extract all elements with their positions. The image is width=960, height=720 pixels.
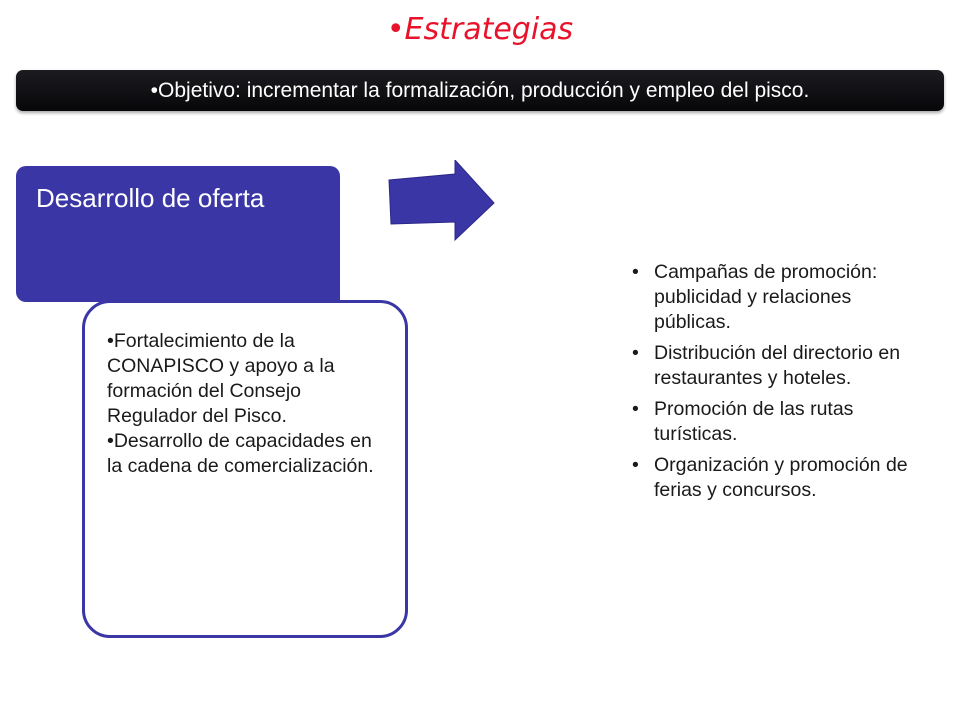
desarrollo-oferta-label: Desarrollo de oferta <box>36 183 265 213</box>
list-item <box>632 453 932 503</box>
bullet: • <box>632 398 639 420</box>
objective-banner: •Objetivo: incrementar la formalización, producción y empleo del pisco. <box>16 70 944 111</box>
right-arrow-icon <box>387 160 495 242</box>
slide-title: •Estrategias <box>386 12 574 47</box>
list-item-text: Campañas de promoción: publicidad y relaciones públicas. <box>654 261 878 333</box>
desarrollo-oferta-box <box>16 166 340 302</box>
list-item <box>632 397 932 447</box>
list-item-text: Promoción de las rutas turísticas. <box>654 398 854 445</box>
list-item <box>632 260 932 335</box>
detail-item: •Desarrollo de capacidades en la cadena de comercialización. <box>107 430 374 477</box>
bullet: • <box>632 261 639 283</box>
promotion-list <box>632 260 932 509</box>
detail-item: •Fortalecimiento de la CONAPISCO y apoyo a la formación del Consejo Regulador del Pisco. <box>107 330 335 427</box>
list-item-text: Organización y promoción de ferias y concursos. <box>654 454 908 501</box>
bullet: • <box>632 454 639 476</box>
detail-box <box>82 300 408 638</box>
list-item-text: Distribución del directorio en restaurantes y hoteles. <box>654 342 901 389</box>
bullet: • <box>632 342 639 364</box>
list-item <box>632 341 932 391</box>
